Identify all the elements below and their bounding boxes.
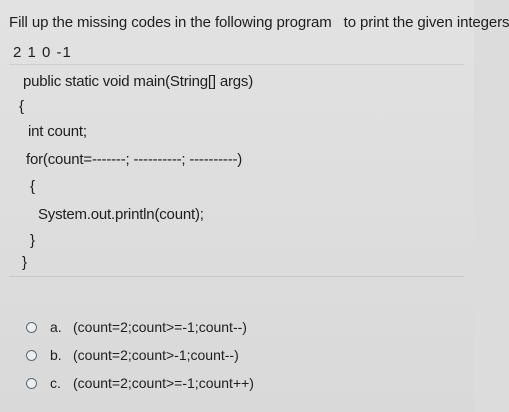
code-block xyxy=(9,64,464,277)
close-brace: } xyxy=(22,254,27,271)
radio-button-b[interactable] xyxy=(26,350,37,361)
variable-declaration: int count; xyxy=(28,123,87,140)
option-letter: b. xyxy=(50,347,62,363)
question-text-part1: Fill up the missing codes in the following program xyxy=(9,14,332,31)
radio-button-a[interactable] xyxy=(26,322,37,333)
option-c[interactable] xyxy=(26,374,254,392)
main-signature: public static void main(String[] args) xyxy=(23,73,253,90)
option-letter: c. xyxy=(50,375,61,391)
print-statement: System.out.println(count); xyxy=(38,206,204,223)
integer-sequence: 2 1 0 -1 xyxy=(13,44,72,61)
question-text xyxy=(9,14,509,31)
option-text: (count=2;count>=-1;count++) xyxy=(73,375,254,391)
option-text: (count=2;count>=-1;count--) xyxy=(73,319,247,335)
inner-close-brace: } xyxy=(30,232,35,249)
option-text: (count=2;count>-1;count--) xyxy=(73,347,239,363)
option-b[interactable] xyxy=(26,346,239,364)
option-a[interactable] xyxy=(26,318,247,336)
for-statement: for(count=-------; ----------; ----------) xyxy=(26,151,243,168)
option-letter: a. xyxy=(50,319,62,335)
radio-button-c[interactable] xyxy=(26,378,37,389)
question-text-part2: to print the given integers xyxy=(343,14,509,31)
inner-open-brace: { xyxy=(30,178,35,195)
open-brace: { xyxy=(19,98,24,115)
